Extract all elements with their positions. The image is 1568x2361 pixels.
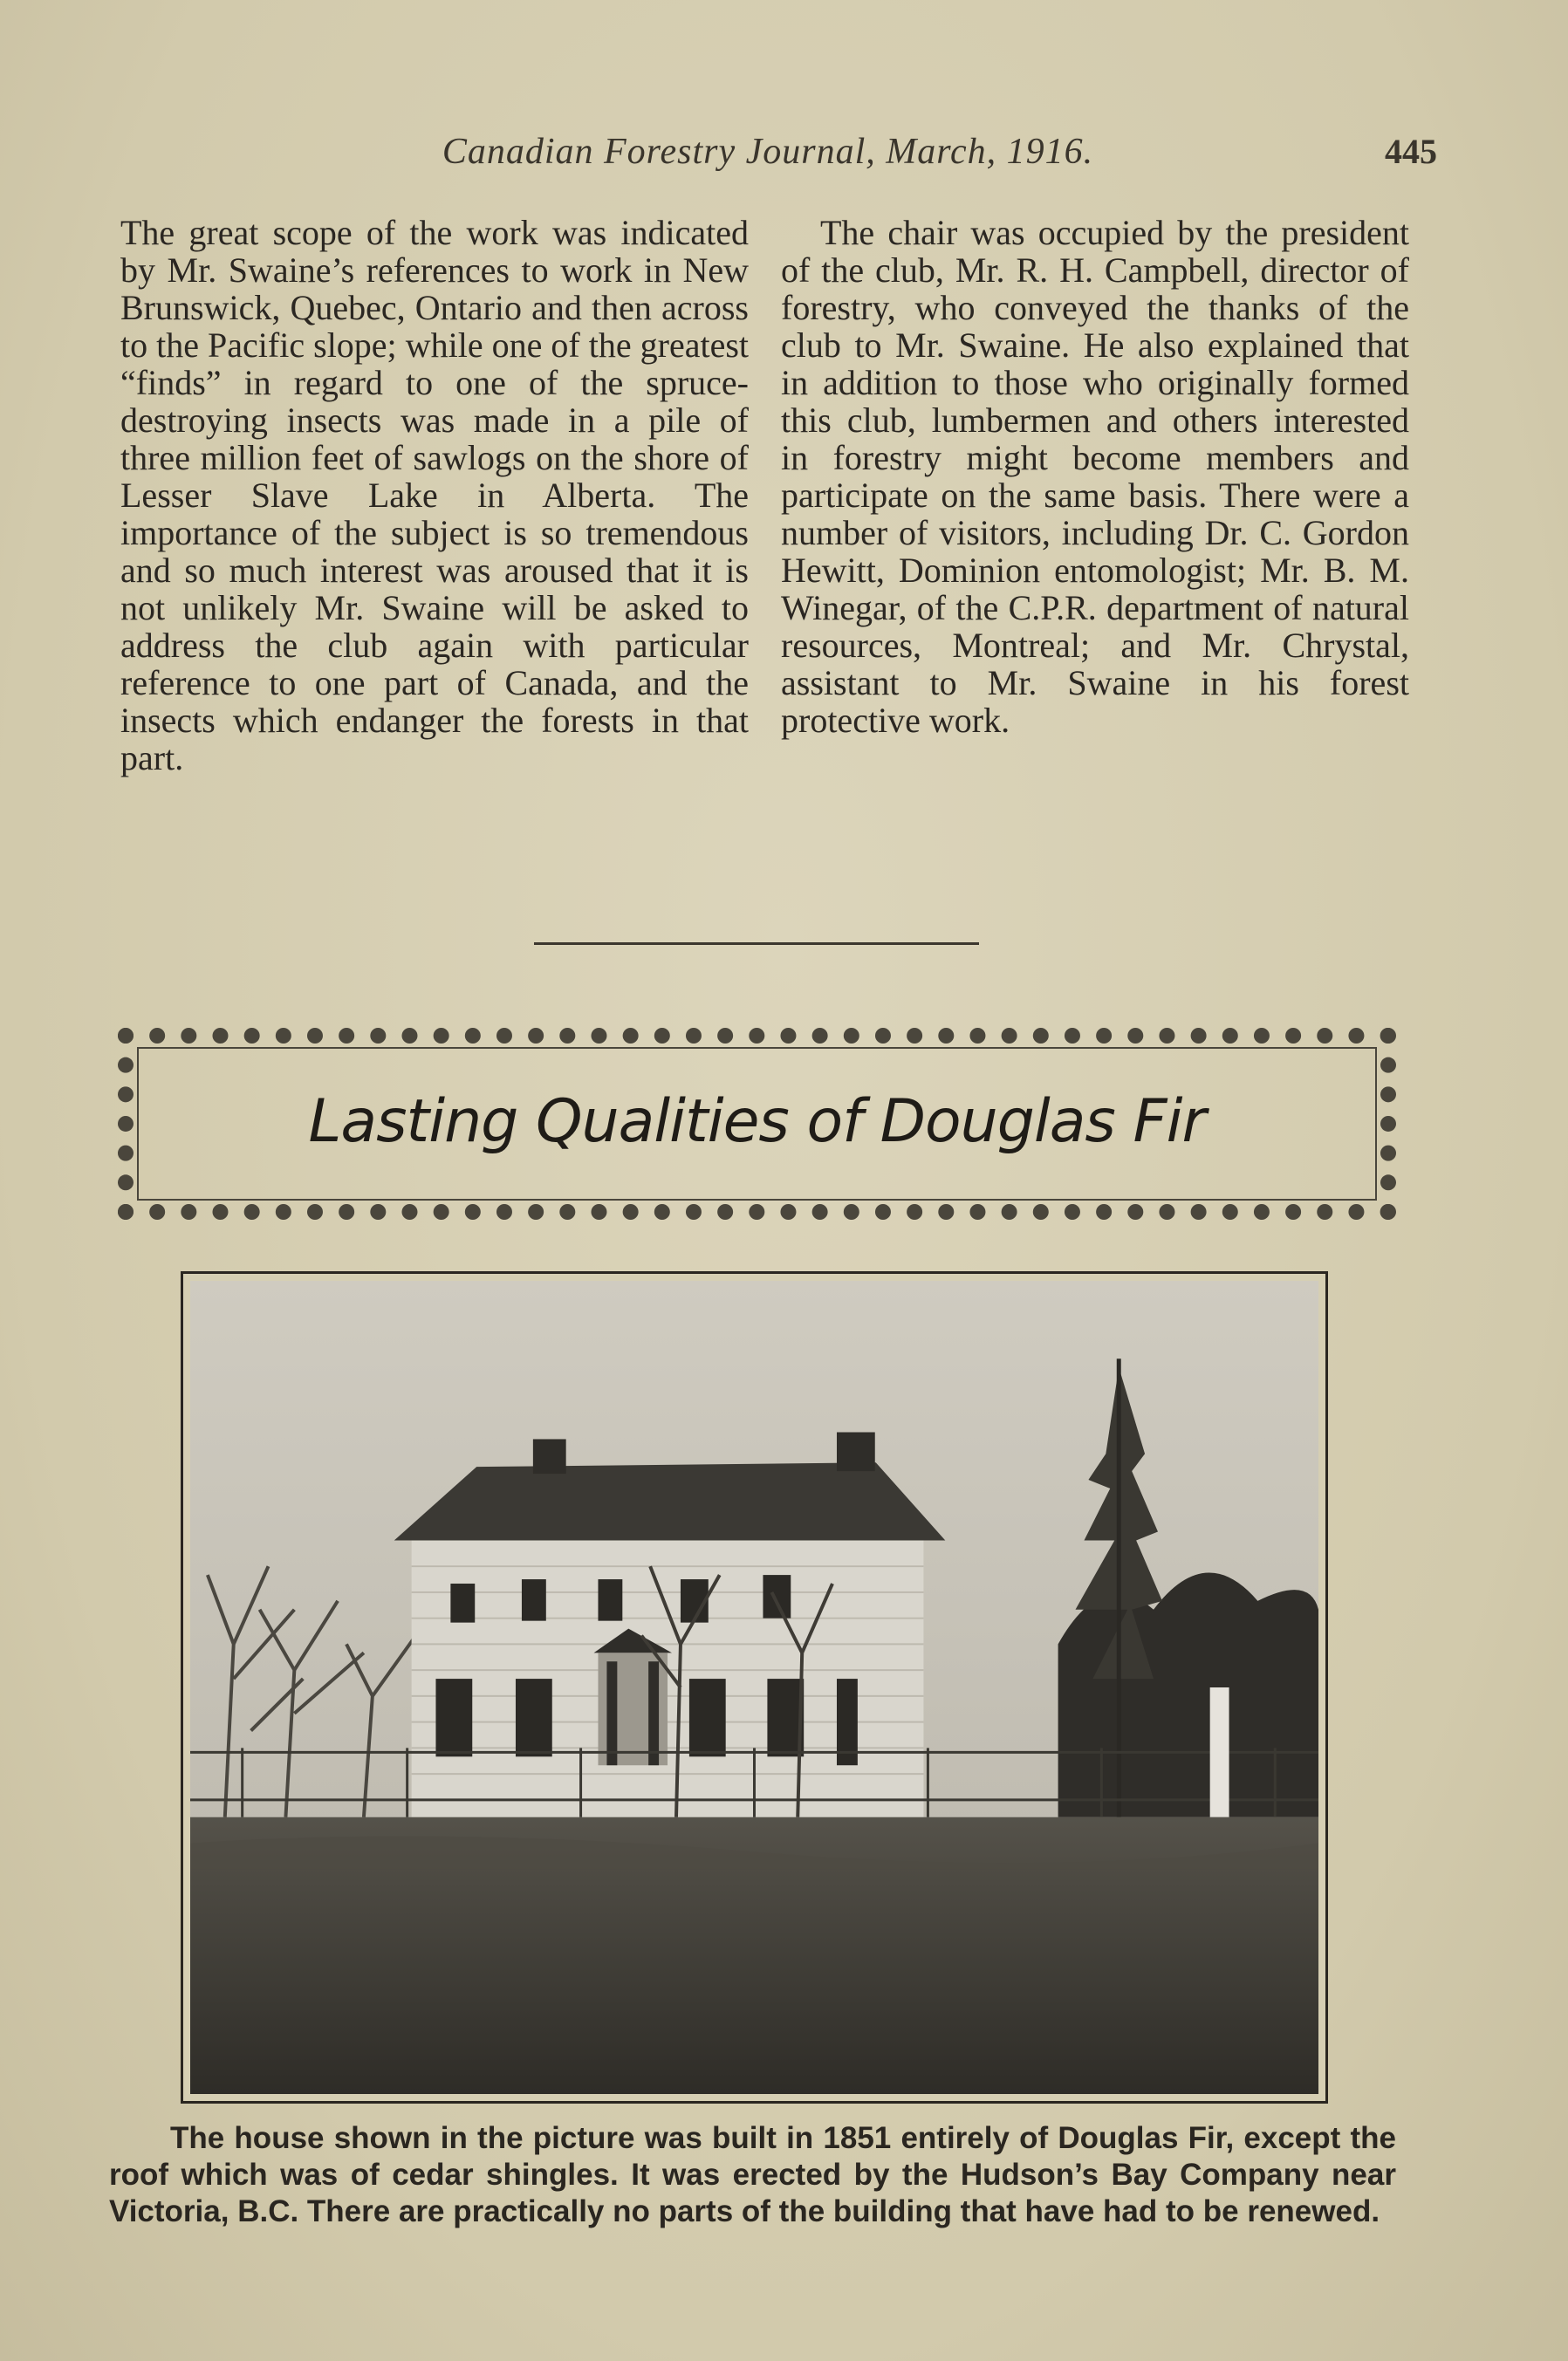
page-number: 445 xyxy=(1385,132,1437,171)
right-column xyxy=(781,214,1409,739)
house-photo xyxy=(190,1281,1318,2094)
section-divider xyxy=(534,942,979,945)
right-column-paragraph: The chair was occupied by the president of the club, Mr. R. H. Campbell, director of forestry, who conveyed the thanks of the club to Mr. Swaine. He also explained that in addition to those who originally formed this club, lumbermen and others interested in forestry might become members and participate on the same basis. There were a number of visitors, including Dr. C. Gordon Hewitt, Dominion entomologist; Mr. B. M. Winegar, of the C.P.R. department of natural resources, Montreal; and Mr. Chrystal, assistant to Mr. Swaine in his forest protective work. xyxy=(781,213,1409,740)
photo-frame xyxy=(181,1271,1328,2104)
running-head: Canadian Forestry Journal, March, 1916. xyxy=(442,132,1094,172)
article-title-box xyxy=(118,1028,1396,1220)
article-title: Lasting Qualities of Douglas Fir xyxy=(308,1087,1206,1156)
left-column-paragraph: The great scope of the work was indicated by Mr. Swaine’s references to work in New Brunswick, Quebec, Ontario and then across to the Pacific slope; while one of the greatest “finds” in regard to one of the spruce-destroying insects was made in a pile of three million feet of sawlogs on the shore of Lesser Slave Lake in Alberta. The importance of the subject is so tremendous and so much interest was aroused that it is not unlikely Mr. Swaine will be asked to address the club again with particular reference to one part of Canada, and the insects which endanger the forests in that part. xyxy=(120,213,749,777)
photo-caption: The house shown in the picture was built in 1851 entirely of Douglas Fir, except the roof which was of cedar shingles. It was erected by the Hudson’s Bay Company near Victoria, B.C. There are practically no parts of the building that have had to be renewed. xyxy=(109,2121,1396,2228)
left-column xyxy=(120,214,749,777)
